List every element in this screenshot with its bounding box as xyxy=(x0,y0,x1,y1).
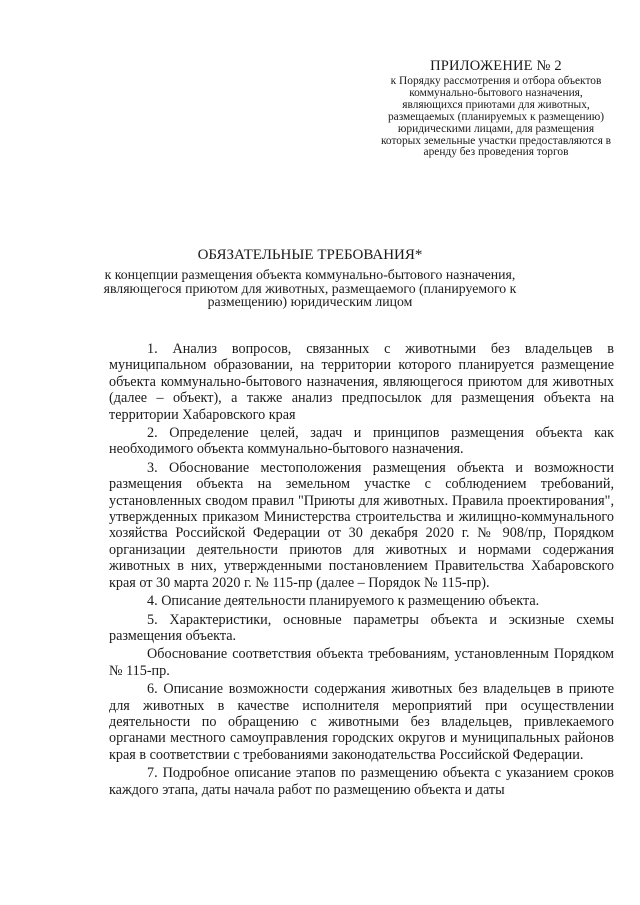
paragraph-5: 5. Характеристики, основные параметры объекта и эскизные схемы размещения объекта. xyxy=(109,611,614,644)
paragraph-3: 3. Обоснование местоположения размещения объекта и возможности размещения объекта на земельном участке с соблюдением требований, установленных сводом правил "Приюты для животных. Правила проектирования", утвержденных приказом Министерства строительства и жилищно-коммунального хозяйства Российской Федерации от 30 декабря 2020 г. № 908/пр, Порядком организации деятельности приютов для животных и нормами содержания животных в них, утвержденными постановлением Правительства Хабаровского края от 30 марта 2020 г. № 115-пр (далее – Порядок № 115-пр). xyxy=(109,459,614,591)
paragraph-1: 1. Анализ вопросов, связанных с животными без владельцев в муниципальном образовании, на территории которого планируется размещение объекта коммунально-бытового назначения, являющегося приютом для животных (далее – объект), а также анализ предпосылок для размещения объекта на территории Хабаровского края xyxy=(109,341,614,423)
appendix-subtitle: к Порядку рассмотрения и отбора объектов коммунально-бытового назначения, являющихся приютами для животных, размещаемых (планируемых к размещению) юридическими лицами, для размещения которых земельные участки предоставляются в аренду без проведения торгов xyxy=(380,75,612,159)
paragraph-4: 4. Описание деятельности планируемого к размещению объекта. xyxy=(147,593,540,610)
paragraph-2: 2. Определение целей, задач и принципов размещения объекта как необходимого объекта коммунально-бытового назначения. xyxy=(109,425,614,458)
document-subtitle: к концепции размещения объекта коммунально-бытового назначения, являющегося приютом для животных, размещаемого (планируемого к размещению) юридическим лицом xyxy=(103,267,517,310)
document-body xyxy=(109,341,614,798)
appendix-title: ПРИЛОЖЕНИЕ № 2 xyxy=(430,58,562,74)
paragraph-7: 7. Подробное описание этапов по размещению объекта с указанием сроков каждого этапа, даты начала работ по размещению объекта и даты xyxy=(109,765,614,798)
document-title: ОБЯЗАТЕЛЬНЫЕ ТРЕБОВАНИЯ* xyxy=(197,247,423,263)
appendix-block xyxy=(380,58,612,159)
document-heading xyxy=(90,246,530,309)
paragraph-6: 6. Описание возможности содержания животных без владельцев в приюте для животных в качестве исполнителя мероприятий при осуществлении деятельности по обращению с животными без владельцев, привлекаемого органами местного самоуправления городских округов и муниципальных районов края в соответствии с требованиями законодательства Российской Федерации. xyxy=(109,681,614,763)
paragraph-5-justification: Обоснование соответствия объекта требованиям, установленным Порядком № 115-пр. xyxy=(109,646,614,679)
